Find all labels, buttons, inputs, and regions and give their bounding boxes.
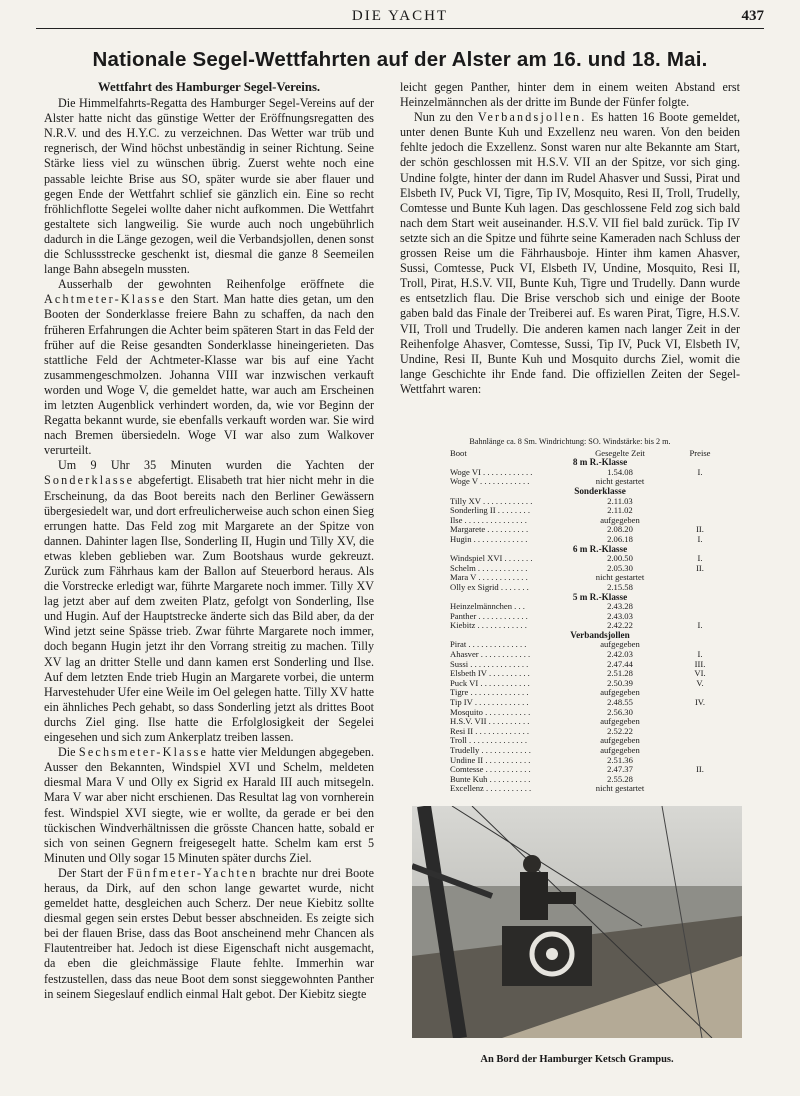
results-body [400, 458, 740, 794]
prize [670, 775, 730, 785]
boat-name: Heinzelmännchen . . . [450, 601, 525, 612]
boat-name: Undine II . . . . . . . . . . . [450, 754, 531, 765]
prize [670, 736, 730, 746]
results-table [400, 437, 740, 794]
section-heading: Wettfahrt des Hamburger Segel-Vereins. [97, 80, 321, 94]
prize [670, 583, 730, 593]
photo-caption: An Bord der Hamburger Ketsch Grampus. [480, 1054, 674, 1065]
sailed-time: 2.11.02 [607, 505, 633, 516]
sailed-time: 2.43.03 [607, 610, 633, 621]
class-heading: Sonderklasse [574, 485, 626, 496]
sailed-time: 2.42.03 [607, 649, 633, 660]
sailed-time: 2.05.30 [607, 562, 633, 573]
sailed-time: 2.43.28 [607, 601, 633, 612]
col-prize: Preise [689, 447, 711, 458]
prize [670, 573, 730, 583]
sailed-time: 2.56.30 [607, 706, 633, 717]
boat-name: Ilse . . . . . . . . . . . . . . . [450, 514, 527, 525]
table-row [400, 583, 740, 593]
sailed-time: aufgegeben [600, 716, 640, 727]
table-row [400, 784, 740, 794]
boat-name: Puck VI . . . . . . . . . . . . [450, 677, 530, 688]
sailed-time: aufgegeben [600, 745, 640, 755]
boat-name: Sonderling II . . . . . . . . [450, 505, 530, 516]
boat-name: Tigre . . . . . . . . . . . . . . [450, 687, 529, 698]
boat-name: Sussi . . . . . . . . . . . . . . [450, 658, 529, 669]
prize [670, 602, 730, 612]
left-column [44, 80, 374, 1002]
prize [670, 506, 730, 516]
boat-name: Mara V . . . . . . . . . . . . [450, 572, 528, 583]
sailed-time: 2.47.44 [607, 658, 633, 669]
article-title: Nationale Segel-Wettfahrten auf der Alster am 16. und 18. Mai. [92, 48, 708, 71]
class-heading: Verbandsjollen [570, 629, 630, 640]
prize: V. [696, 677, 704, 688]
sailed-time: 2.06.18 [607, 533, 633, 544]
boat-name: Olly ex Sigrid . . . . . . . [450, 581, 529, 592]
boat-name: Panther . . . . . . . . . . . . [450, 610, 528, 621]
paragraph: Nun zu den Verbandsjollen. Es hatten 16 Boote gemeldet, unter denen Bunte Kuh und Exzellenz neu waren. Von den beiden fehlte jedoch die Exzellenz. Sonst waren nur alte Bekannte am Start, der schön geschlossen mit H.S.V. VII an der Spitze, vor sich ging. Undine folgte, hinter der dann im Rudel Ahasver und Sussi, Pirat und Elsbeth IV, Puck VI, Tigre, Tip IV, Mosquito, Resi II, Troll, Trudelly, Comtesse und Bunte Kuh lagen. Das geschlossene Feld zog sich bald nach dem Start weit auseinander. H.S.V. VII fiel bald zurück. Tip IV setzte sich an die Spitze und führte seine Kameraden nach Schluss der grossen Reise um die Fährhausboje. Hinter ihm kamen Ahasver, Sussi, Comtesse, Puck VI, Elsbeth IV, Undine, Mosquito, Resi II, Troll, Pirat, H.S.V. VII, Bunte Kuh, Tigre und Trudelly. Dann wurde es entsetzlich flau. Die Brise verschob sich und einige der Boote gaben bald das Finale der Treiberei auf. Es waren Pirat, Tigre, H.S.V. VII, Troll und Trudelly. Die anderen kamen nach langer Zeit in der Reihenfolge Ahasver, Comtesse, Sussi, Tip IV, Puck VI, Elsbeth IV, Undine, Resi II, Bunte Kuh und Mosquito durchs Ziel, womit die lange Geschichte ihr Ende fand. Die offiziellen Zeiten der Segel-Wettfahrt waren: [400, 110, 740, 396]
sailed-time: nicht gestartet [595, 572, 645, 583]
prize [670, 717, 730, 727]
class-heading: 8 m R.-Klasse [572, 457, 628, 468]
prize: I. [697, 553, 703, 564]
sailing-photo [412, 806, 742, 1038]
boat-name: Comtesse . . . . . . . . . . . [450, 764, 531, 775]
sailed-time: 2.55.28 [607, 773, 633, 784]
boat-name: Woge VI . . . . . . . . . . . . [450, 466, 533, 477]
prize: II. [696, 764, 704, 775]
prize [670, 497, 730, 507]
col-boat: Boot [450, 447, 467, 458]
sailed-time: nicht gestartet [595, 783, 645, 794]
paragraph: leicht gegen Panther, hinter dem in einem weiten Abstand erst Heinzelmännchen als der dritte im Bunde der Fünfer folgte. [400, 80, 740, 110]
header-rule [36, 28, 764, 29]
class-heading: 5 m R.-Klasse [572, 591, 628, 602]
boat-name: Trudelly . . . . . . . . . . . . [450, 745, 531, 755]
sailed-time: 2.51.36 [607, 754, 633, 765]
page-header [36, 6, 764, 28]
course-info: Bahnlänge ca. 8 Sm. Windrichtung: SO. Windstärke: bis 2 m. [469, 437, 671, 446]
boat-name: Resi II . . . . . . . . . . . . . [450, 725, 530, 736]
prize: I. [697, 466, 703, 477]
boat-name: Excellenz . . . . . . . . . . . [450, 783, 532, 794]
boat-name: Woge V . . . . . . . . . . . . [450, 476, 530, 487]
boat-name: Windspiel XVI . . . . . . . [450, 553, 533, 564]
boat-name: Hugin . . . . . . . . . . . . . [450, 533, 528, 544]
paragraph: Die Himmelfahrts-Regatta des Hamburger Segel-Vereins auf der Alster hatte nicht das günstige Wetter der Eröffnungsregatten des N.R.V. und des H.Y.C. zu verzeichnen. Das Wetter war trüb und regnerisch, der Wind höchst unbeständig in seiner Richtung. Seine Stärke liess viel zu wünschen übrig. Zuerst wehte noch eine passable leichte Brise aus SO, später wurde sie aber flauer und gegen Ende der Wettfahrt schlief sie gänzlich ein. Eine so recht fröhlichflotte Segelei wollte daher nicht aufkommen. Die Wettfahrt gestaltete sich langweilig. Sie wurde auch noch ungebührlich dadurch in die Länge gezogen, weil die Verbandsjollen, denen sonst die Schlussstrecke geschenkt ist, diesmal die ganze 8 Seemeilen lange Bahn absegeln mussten. [44, 96, 374, 277]
page-number: 437 [741, 8, 764, 24]
sailed-time: 2.48.55 [607, 697, 633, 708]
table-header [400, 449, 740, 459]
sailed-time: 2.51.28 [607, 668, 633, 679]
prize: II. [696, 562, 704, 573]
sailed-time: 2.50.39 [607, 677, 633, 688]
boat-name: Ahasver . . . . . . . . . . . . [450, 649, 531, 660]
table-row [400, 477, 740, 487]
sailed-time: 2.42.22 [607, 620, 633, 631]
prize: IV. [694, 697, 706, 708]
boat-name: Elsbeth IV . . . . . . . . . . [450, 668, 530, 679]
table-row [400, 535, 740, 545]
sailed-time: aufgegeben [600, 639, 640, 650]
prize [670, 784, 730, 794]
sailed-time: 2.11.03 [607, 495, 633, 506]
sailed-time: 2.47.37 [607, 764, 633, 775]
sailed-time: aufgegeben [600, 514, 640, 525]
sailed-time: aufgegeben [600, 735, 640, 746]
sailed-time: aufgegeben [600, 687, 640, 698]
sailed-time: nicht gestartet [595, 476, 645, 487]
paragraph: Ausserhalb der gewohnten Reihenfolge eröffnete die Achtmeter-Klasse den Start. Man hatte dies getan, um den Booten der Sonderklasse freiere Bahn zu schaffen, da nach den früheren Erfahrungen die Achter beim späteren Start in das Feld der früher auf die Reise gesandten Sonderklasse hineingerieten. Das stattliche Feld der Achtmeter-Klasse war bis auf eine Yacht zusammengeschmolzen. Johanna VIII war inzwischen verkauft worden und Woge V, die gemeldet hatte, war auch am Erscheinen im letzten Augenblick verhindert worden, da, wie vor Beginn der Regatta bekannt wurde, sie ebenfalls verkauft worden war. Sie wird nach Bremen übersiedeln. Woge VI war also zum Walkover verurteilt. [44, 277, 374, 458]
paragraph: Die Sechsmeter-Klasse hatte vier Meldungen abgegeben. Ausser den Bekannten, Windspiel XVI und Schelm, meldeten diesmal Mara V und Olly ex Sigrid ex Harald III auch mitsegeln. Mara V war aber nicht erschienen. Das Resultat lag von vornherein fest. Windspiel XVI siegte, wie er wollte, da gerade er bei den tückischen Windverhältnissen die grösste Chancen hatte, sobald er sich von seinen Gegnern freigesegelt hatte. Schelm kam erst 5 Minuten und Olly sogar 15 Minuten später durchs Ziel. [44, 745, 374, 865]
boat-name: H.S.V. VII . . . . . . . . . . [450, 716, 530, 727]
sailed-time: 2.00.50 [607, 553, 633, 564]
prize: II. [696, 524, 704, 535]
col-time: Gesegelte Zeit [595, 447, 645, 458]
prize: I. [697, 533, 703, 544]
boat-name: Bunte Kuh . . . . . . . . . . [450, 773, 531, 784]
paragraph: Um 9 Uhr 35 Minuten wurden die Yachten der Sonderklasse abgefertigt. Elisabeth trat hier nicht mehr in die Erscheinung, da das Boot bereits nach den Berliner Gewässern übergesiedelt war, und dort erfreulicherweise auch schon einen Sieg errungen hatte. Das Feld zog mit Margarete an der Spitze von dannen. Dahinter lagen Ilse, Sonderling II, Hugin und Tilly XV, die etwas kleben geblieben war. Zum Bootshaus wurde gekreuzt. Zurück zum Fährhaus kam der Ballon auf Steuerbord heraus. Als die Vorstrecke erledigt war, führte Margarete noch immer. Tilly XV lag jetzt aber auf dem zweiten Platz, gefolgt von Sonderling, Ilse und Hugin. Auf der Hauptstrecke änderte sich das Bild aber, da der Wind jetzt seine Spässe trieb. Zwar führte Margarete noch immer, doch begann Hugin jetzt ihr den Vorrang streitig zu machen. Tilly XV lag an dritter Stelle und dann kamen erst Sonderling und Ilse. Auf dem letzten Ende trieb Hugin an Margarete vorbei, die unterm Harvestehuder Ufer eine Weile im Oel gelegen hatte. Tilly XV hatte ein ähnliches Pech gehabt, so dass Sonderling jetzt als drittes Boot durchs Ziel ging. Ilse hatte die Erfolglosigkeit der Segelei eingesehen und sich zum Ankerplatz treiben lassen. [44, 458, 374, 745]
prize [670, 477, 730, 487]
prize [670, 708, 730, 718]
magazine-title: DIE YACHT [351, 8, 449, 24]
sailed-time: 1.54.08 [607, 466, 633, 477]
boat-name: Tip IV . . . . . . . . . . . . . [450, 697, 529, 708]
prize [670, 727, 730, 737]
prize: I. [697, 649, 703, 660]
prize: III. [694, 658, 706, 669]
boat-name: Kiebitz . . . . . . . . . . . . [450, 620, 527, 631]
prize: VI. [694, 668, 706, 679]
boat-name: Troll . . . . . . . . . . . . . . [450, 735, 528, 746]
boat-name: Tilly XV . . . . . . . . . . . . [450, 495, 533, 506]
sailed-time: 2.15.58 [607, 581, 633, 592]
sailed-time: 2.08.20 [607, 524, 633, 535]
paragraph: Der Start der Fünfmeter-Yachten brachte nur drei Boote heraus, da Dirk, auf den schon lange gewartet wurde, nicht gemeldet hatte, desgleichen auch Scherz. Der neue Kiebitz sollte diesmal gegen sein erstes Debut besser abschneiden. Es zeigte sich bei der flauen Brise, dass das Boot anscheinend mehr Chancen als Flautentreiber hat. Jedoch ist diese Eigenschaft nicht ausgemacht, da eben die gleichmässige Flaute fehlte. Immerhin war festzustellen, dass das neue Boot dem sonst sieggewohnten Panther in seinem Siegeslauf endlich einmal Halt gebot. Der Kiebitz siegte [44, 865, 374, 1001]
boat-name: Mosquito . . . . . . . . . . . [450, 706, 531, 717]
right-column [400, 80, 740, 397]
boat-name: Schelm . . . . . . . . . . . . [450, 562, 528, 573]
class-heading: 6 m R.-Klasse [572, 543, 628, 554]
boat-name: Pirat . . . . . . . . . . . . . . [450, 639, 527, 650]
boat-name: Margarete . . . . . . . . . . [450, 524, 529, 535]
sailed-time: 2.52.22 [607, 725, 633, 736]
prize [670, 746, 730, 756]
prize: I. [697, 620, 703, 631]
